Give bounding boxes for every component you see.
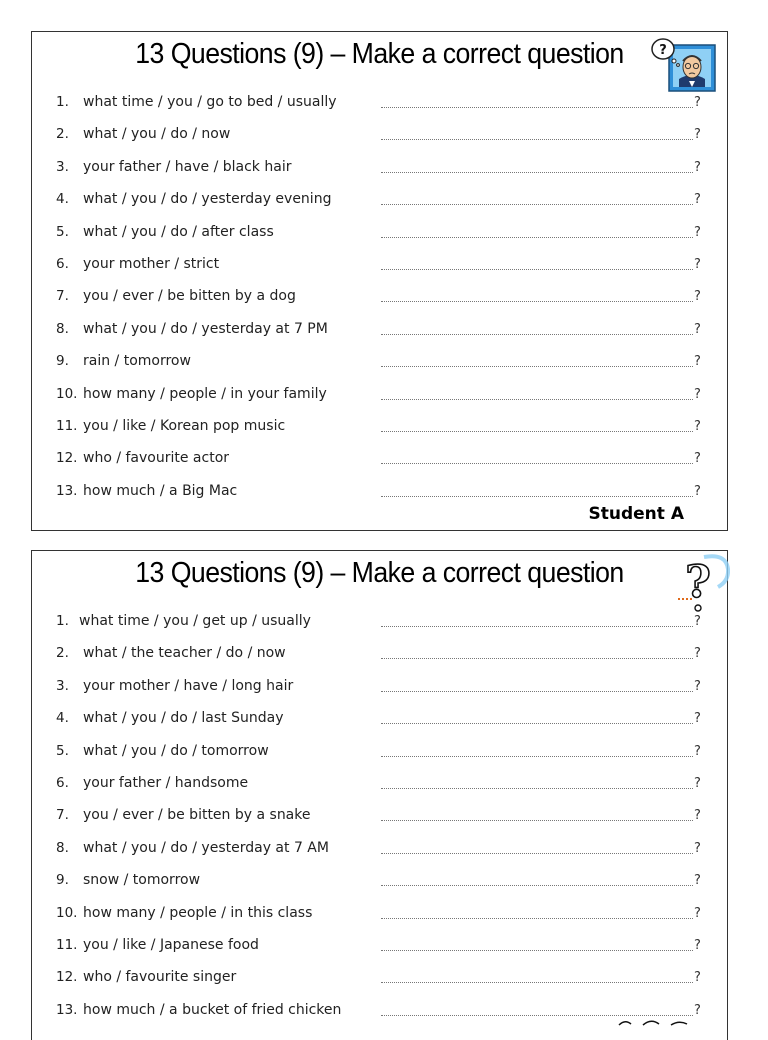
question-prompt: what / the teacher / do / now xyxy=(83,645,286,662)
question-mark: ? xyxy=(694,321,701,337)
answer-line[interactable] xyxy=(381,885,693,886)
question-row xyxy=(32,284,727,316)
question-number: 5. xyxy=(56,742,69,759)
question-prompt: what / you / do / now xyxy=(83,126,231,143)
question-mark: ? xyxy=(694,840,701,856)
answer-line[interactable] xyxy=(381,982,693,983)
question-row xyxy=(32,868,727,900)
question-row xyxy=(32,220,727,252)
question-row xyxy=(32,771,727,803)
question-prompt: who / favourite singer xyxy=(83,969,237,986)
question-number: 8. xyxy=(56,839,69,856)
question-mark: ? xyxy=(694,95,701,110)
question-number: 9. xyxy=(56,353,69,370)
question-row xyxy=(32,90,727,122)
question-prompt: your mother / have / long hair xyxy=(83,677,294,694)
question-prompt: you / ever / be bitten by a snake xyxy=(83,807,311,824)
question-row xyxy=(32,674,727,706)
question-mark: ? xyxy=(694,905,701,921)
question-prompt: your father / have / black hair xyxy=(83,158,292,175)
question-mark: ? xyxy=(694,289,701,305)
question-prompt: you / ever / be bitten by a dog xyxy=(83,288,296,305)
question-number: 11. xyxy=(56,936,78,953)
question-number: 3. xyxy=(56,158,69,175)
question-row xyxy=(32,739,727,771)
question-row xyxy=(32,933,727,965)
question-prompt: what / you / do / last Sunday xyxy=(83,710,284,727)
question-list xyxy=(32,90,727,511)
question-number: 11. xyxy=(56,417,78,434)
question-row xyxy=(32,252,727,284)
question-list xyxy=(32,609,727,1030)
answer-line[interactable] xyxy=(381,950,693,951)
worksheet-student-b xyxy=(31,550,728,1040)
question-number: 8. xyxy=(56,320,69,337)
answer-line[interactable] xyxy=(381,237,693,238)
question-prompt: your mother / strict xyxy=(83,255,220,272)
answer-line[interactable] xyxy=(381,366,693,367)
question-number: 4. xyxy=(56,710,69,727)
worksheet-title: 13 Questions (9) – Make a correct question xyxy=(135,557,624,589)
question-mark: ? xyxy=(694,386,701,402)
question-row xyxy=(32,836,727,868)
question-number: 13. xyxy=(56,482,78,499)
answer-line[interactable] xyxy=(381,399,693,400)
answer-line[interactable] xyxy=(381,626,693,627)
thinking-man-icon xyxy=(651,37,719,93)
question-mark: ? xyxy=(694,256,701,272)
question-mark: ? xyxy=(694,873,701,889)
question-number: 6. xyxy=(56,774,69,791)
question-mark-icon xyxy=(674,553,730,613)
answer-line[interactable] xyxy=(381,107,693,108)
question-row xyxy=(32,706,727,738)
question-row xyxy=(32,382,727,414)
question-number: 10. xyxy=(56,385,78,402)
answer-line[interactable] xyxy=(381,918,693,919)
question-mark: ? xyxy=(694,711,701,727)
question-mark: ? xyxy=(694,678,701,694)
question-number: 13. xyxy=(56,1001,78,1018)
question-row xyxy=(32,641,727,673)
question-mark: ? xyxy=(694,775,701,791)
question-number: 1. xyxy=(56,613,69,629)
question-prompt: what / you / do / yesterday at 7 AM xyxy=(83,839,329,856)
student-label: Student A xyxy=(588,504,684,524)
question-prompt: what time / you / get up / usually xyxy=(79,613,311,629)
question-number: 3. xyxy=(56,677,69,694)
question-row xyxy=(32,446,727,478)
question-row xyxy=(32,901,727,933)
question-prompt: your father / handsome xyxy=(83,774,249,791)
question-row xyxy=(32,609,727,641)
answer-line[interactable] xyxy=(381,658,693,659)
question-row xyxy=(32,414,727,446)
cropped-signature-icon xyxy=(615,1016,695,1026)
question-mark: ? xyxy=(694,614,701,629)
question-prompt: how many / people / in your family xyxy=(83,385,327,402)
question-mark: ? xyxy=(694,646,701,662)
answer-line[interactable] xyxy=(381,756,693,757)
question-row xyxy=(32,317,727,349)
answer-line[interactable] xyxy=(381,853,693,854)
question-prompt: how many / people / in this class xyxy=(83,904,313,921)
question-prompt: what time / you / go to bed / usually xyxy=(83,94,337,110)
answer-line[interactable] xyxy=(381,269,693,270)
question-mark: ? xyxy=(694,483,701,499)
answer-line[interactable] xyxy=(381,723,693,724)
question-number: 1. xyxy=(56,94,69,110)
answer-line[interactable] xyxy=(381,691,693,692)
question-mark: ? xyxy=(694,970,701,986)
question-mark: ? xyxy=(694,354,701,370)
svg-text:?: ? xyxy=(659,43,667,58)
answer-line[interactable] xyxy=(381,301,693,302)
question-mark: ? xyxy=(694,808,701,824)
question-number: 10. xyxy=(56,904,78,921)
worksheet-student-a xyxy=(31,31,728,531)
question-number: 4. xyxy=(56,191,69,208)
question-row xyxy=(32,965,727,997)
question-mark: ? xyxy=(694,937,701,953)
question-row xyxy=(32,122,727,154)
question-row xyxy=(32,187,727,219)
answer-line[interactable] xyxy=(381,204,693,205)
question-number: 7. xyxy=(56,288,69,305)
question-mark: ? xyxy=(694,451,701,467)
answer-line[interactable] xyxy=(381,334,693,335)
question-prompt: who / favourite actor xyxy=(83,450,230,467)
answer-line[interactable] xyxy=(381,788,693,789)
answer-line[interactable] xyxy=(381,172,693,173)
question-prompt: you / like / Japanese food xyxy=(83,936,259,953)
question-number: 2. xyxy=(56,645,69,662)
question-mark: ? xyxy=(694,224,701,240)
question-prompt: how much / a Big Mac xyxy=(83,482,238,499)
question-number: 9. xyxy=(56,872,69,889)
question-number: 5. xyxy=(56,223,69,240)
svg-text:?: ? xyxy=(685,557,711,608)
question-mark: ? xyxy=(694,192,701,208)
question-number: 12. xyxy=(56,450,78,467)
question-prompt: what / you / do / yesterday evening xyxy=(83,191,332,208)
question-prompt: rain / tomorrow xyxy=(83,353,191,370)
question-number: 12. xyxy=(56,969,78,986)
question-number: 6. xyxy=(56,255,69,272)
question-prompt: you / like / Korean pop music xyxy=(83,417,286,434)
answer-line[interactable] xyxy=(381,463,693,464)
question-mark: ? xyxy=(694,159,701,175)
answer-line[interactable] xyxy=(381,139,693,140)
question-prompt: snow / tomorrow xyxy=(83,872,201,889)
question-row xyxy=(32,349,727,381)
question-mark: ? xyxy=(694,1002,701,1018)
question-number: 2. xyxy=(56,126,69,143)
question-mark: ? xyxy=(694,127,701,143)
question-prompt: how much / a bucket of fried chicken xyxy=(83,1001,342,1018)
answer-line[interactable] xyxy=(381,820,693,821)
answer-line[interactable] xyxy=(381,431,693,432)
question-prompt: what / you / do / tomorrow xyxy=(83,742,269,759)
question-row xyxy=(32,155,727,187)
worksheet-title: 13 Questions (9) – Make a correct question xyxy=(135,38,624,70)
question-row xyxy=(32,803,727,835)
question-mark: ? xyxy=(694,743,701,759)
question-prompt: what / you / do / yesterday at 7 PM xyxy=(83,320,328,337)
question-number: 7. xyxy=(56,807,69,824)
question-prompt: what / you / do / after class xyxy=(83,223,274,240)
question-mark: ? xyxy=(694,418,701,434)
answer-line[interactable] xyxy=(381,496,693,497)
